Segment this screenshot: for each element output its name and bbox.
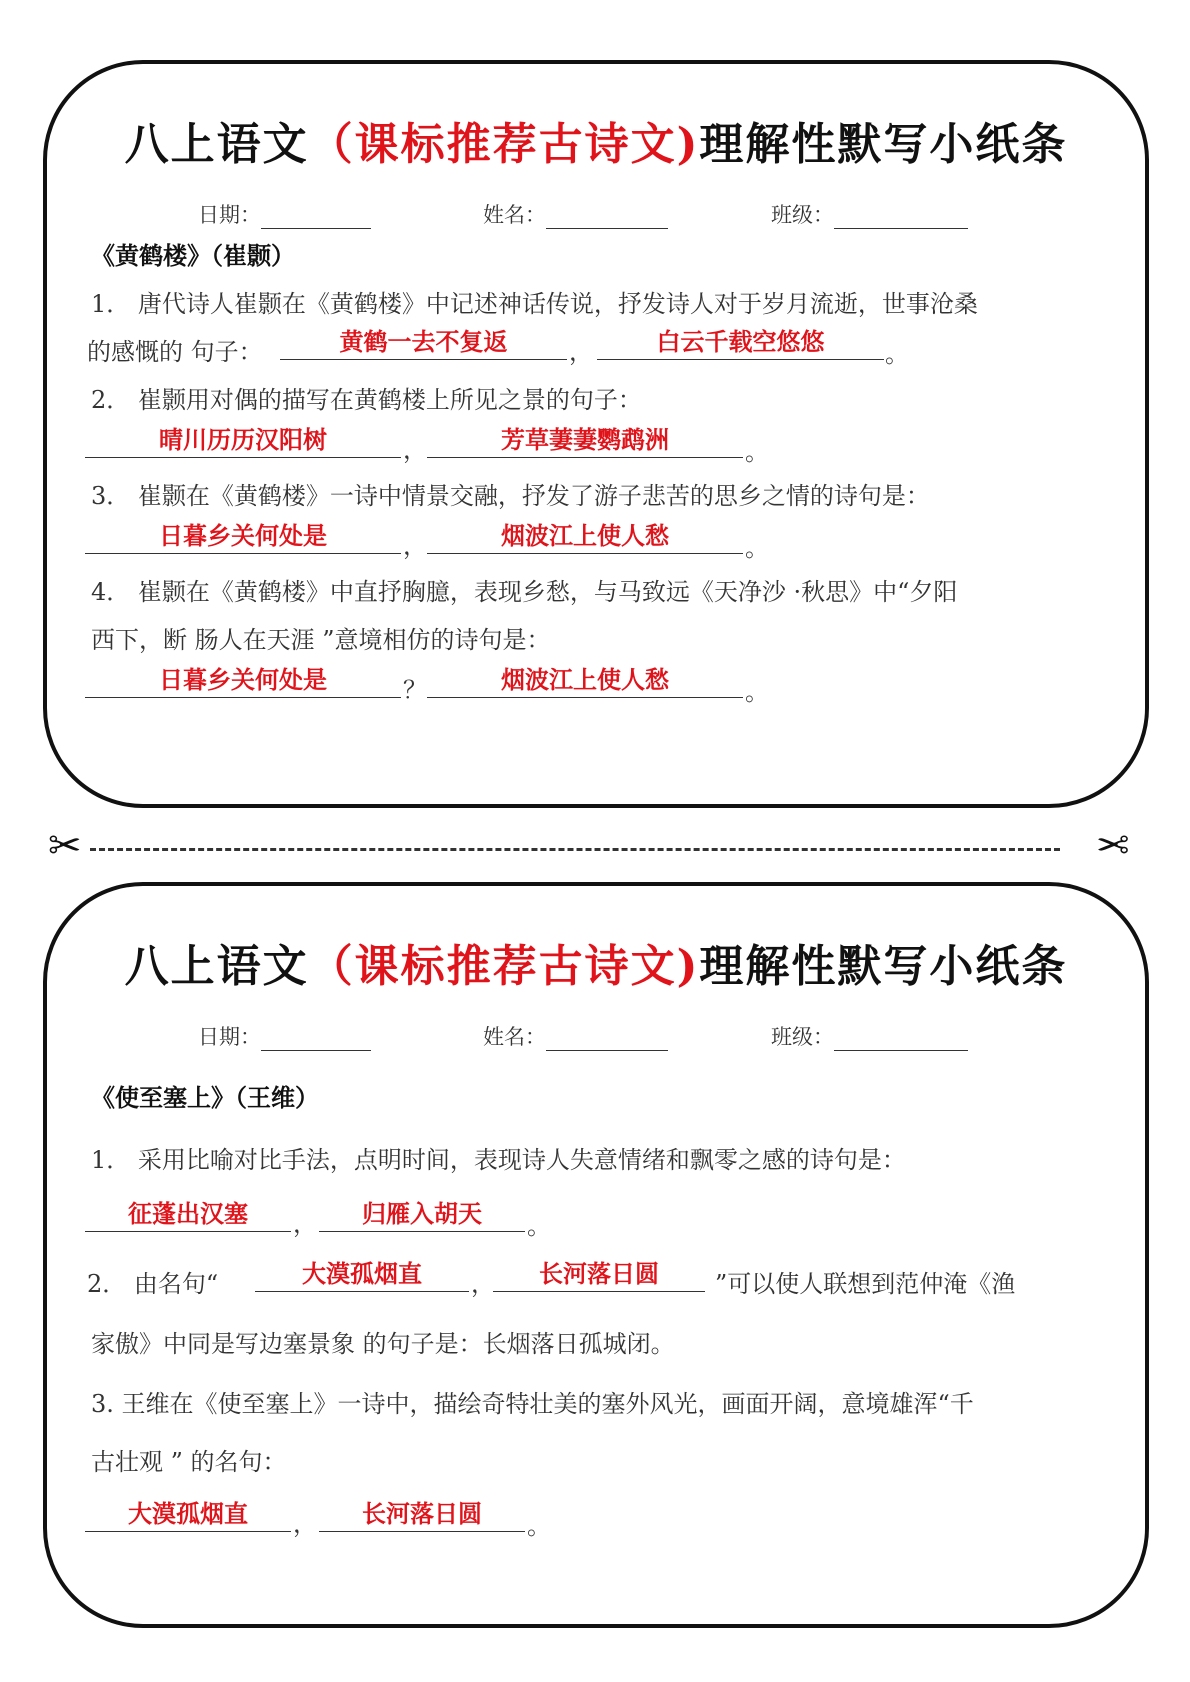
comma: ， <box>471 1270 495 1298</box>
title-suffix: 理解性默写小纸条 <box>699 941 1068 992</box>
answer-blank: 黄鹤一去不复返 <box>280 328 567 360</box>
name-field[interactable] <box>483 1021 668 1051</box>
answer-blank: 白云千载空悠悠 <box>597 328 884 360</box>
period: 。 <box>527 1212 551 1240</box>
question-2-line-2: 家傲》中同是写边塞景象 的句子是：长烟落日孤城闭。 <box>91 1330 675 1358</box>
comma: ， <box>403 436 427 464</box>
class-blank[interactable] <box>834 206 968 229</box>
question-4-line-2: 西下，断 肠人在天涯 ”意境相仿的诗句是： <box>91 626 551 654</box>
question-4-line-1: 4． 崔颢在《黄鹤楼》中直抒胸臆，表现乡愁，与马致远《天净沙 ·秋思》中“夕阳 <box>91 578 958 606</box>
answer-blank: 日暮乡关何处是 <box>85 666 401 698</box>
class-field[interactable] <box>771 199 968 229</box>
answer-blank: 晴川历历汉阳树 <box>85 426 401 458</box>
class-field[interactable] <box>771 1021 968 1051</box>
card-title <box>47 930 1145 994</box>
title-highlight: （课标推荐古诗文) <box>308 119 700 170</box>
name-field[interactable] <box>483 199 668 229</box>
date-blank[interactable] <box>261 1028 371 1051</box>
period: 。 <box>745 438 769 466</box>
answer-blank: 长河落日圆 <box>319 1500 525 1532</box>
class-label: 班级： <box>771 203 834 227</box>
comma: ， <box>293 1210 317 1238</box>
name-label: 姓名： <box>483 203 546 227</box>
scissors-icon-right: ✂ <box>1096 823 1130 869</box>
title-highlight: （课标推荐古诗文) <box>308 941 700 992</box>
title-suffix: 理解性默写小纸条 <box>699 119 1068 170</box>
answer-blank: 长河落日圆 <box>493 1260 705 1292</box>
name-label: 姓名： <box>483 1025 546 1049</box>
answer-blank: 征蓬出汉塞 <box>85 1200 291 1232</box>
name-blank[interactable] <box>546 206 668 229</box>
date-blank[interactable] <box>261 206 371 229</box>
comma: ， <box>569 338 593 366</box>
answer-blank: 芳草萋萋鹦鹉洲 <box>427 426 743 458</box>
question-1-line-1: 1． 唐代诗人崔颢在《黄鹤楼》中记述神话传说，抒发诗人对于岁月流逝，世事沧桑 <box>91 290 978 318</box>
question-2-suffix: ”可以使人联想到范仲淹《渔 <box>715 1270 1016 1298</box>
answer-blank: 日暮乡关何处是 <box>85 522 401 554</box>
question-2-prefix: 2． 由名句“ <box>87 1270 219 1298</box>
date-label: 日期： <box>198 1025 261 1049</box>
card-title <box>47 108 1145 172</box>
date-field[interactable] <box>198 1021 371 1051</box>
comma: ， <box>293 1510 317 1538</box>
answer-blank: 归雁入胡天 <box>319 1200 525 1232</box>
question-3-line-1: 3． 崔颢在《黄鹤楼》一诗中情景交融，抒发了游子悲苦的思乡之情的诗句是： <box>91 482 930 510</box>
class-blank[interactable] <box>834 1028 968 1051</box>
date-label: 日期： <box>198 203 261 227</box>
question-3-line-1: 3. 王维在《使至塞上》一诗中，描绘奇特壮美的塞外风光，画面开阔，意境雄浑“千 <box>91 1390 974 1418</box>
answer-blank: 大漠孤烟直 <box>255 1260 469 1292</box>
answer-blank: 烟波江上使人愁 <box>427 666 743 698</box>
title-prefix: 八上语文 <box>124 119 309 170</box>
title-prefix: 八上语文 <box>124 941 309 992</box>
question-2-line-1: 2． 崔颢用对偶的描写在黄鹤楼上所见之景的句子： <box>91 386 642 414</box>
poem-heading: 《使至塞上》（王维） <box>91 1083 319 1112</box>
comma: ， <box>403 532 427 560</box>
name-blank[interactable] <box>546 1028 668 1051</box>
class-label: 班级： <box>771 1025 834 1049</box>
period: 。 <box>527 1512 551 1540</box>
note-card-1 <box>43 60 1149 808</box>
question-1-line-1: 1． 采用比喻对比手法，点明时间，表现诗人失意情绪和飘零之感的诗句是： <box>91 1146 906 1174</box>
note-card-2 <box>43 882 1149 1628</box>
question-1-line-2: 的感慨的 句子： <box>87 338 263 366</box>
scissors-icon-left: ✂ <box>48 823 82 869</box>
answer-blank: 大漠孤烟直 <box>85 1500 291 1532</box>
period: 。 <box>745 534 769 562</box>
period: 。 <box>745 678 769 706</box>
answer-blank: 烟波江上使人愁 <box>427 522 743 554</box>
cut-line <box>90 848 1060 851</box>
date-field[interactable] <box>198 199 371 229</box>
period: 。 <box>885 340 909 368</box>
question-3-line-2: 古壮观 ” 的名句： <box>91 1448 287 1476</box>
question-mark: ？ <box>403 676 427 704</box>
poem-heading: 《黄鹤楼》（崔颢） <box>91 241 295 270</box>
